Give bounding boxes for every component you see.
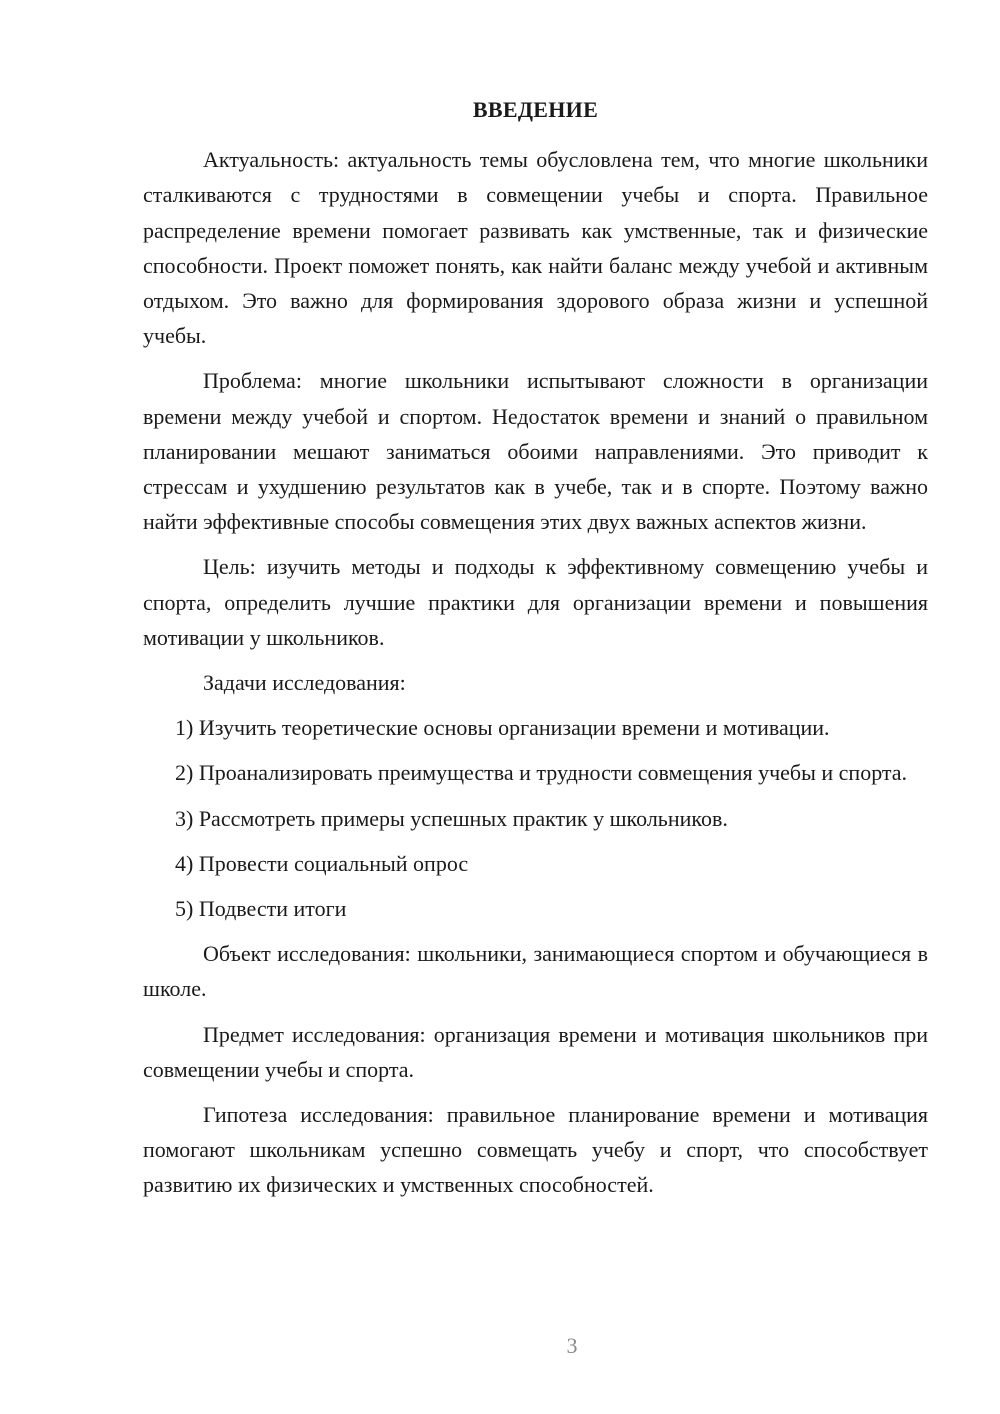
hypothesis-paragraph: Гипотеза исследования: правильное планирование времени и мотивация помогают школьникам успешно совмещать учебу и спорт, что способствует развитию их физических и умственных способностей. xyxy=(143,1102,928,1198)
task-item-1: 1) Изучить теоретические основы организации времени и мотивации. xyxy=(175,715,830,741)
subject-paragraph: Предмет исследования: организация времени и мотивация школьников при совмещении учебы и спорта. xyxy=(143,1021,928,1082)
task-item-5: 5) Подвести итоги xyxy=(175,896,347,922)
relevance-paragraph: Актуальность: актуальность темы обусловлена тем, что многие школьники сталкиваются с трудностями в совмещении учебы и спорта. Правильное распределение времени помогает развивать как умственные, так и физические способности. Проект поможет понять, как найти баланс между учебой и активным отдыхом. Это важно для формирования здорового образа жизни и успешной учебы. xyxy=(143,147,928,349)
task-item-2: 2) Проанализировать преимущества и трудности совмещения учебы и спорта. xyxy=(175,760,908,786)
page-title: ВВЕДЕНИЕ xyxy=(472,97,599,122)
task-item-4: 4) Провести социальный опрос xyxy=(175,850,469,876)
tasks-title: Задачи исследования: xyxy=(203,670,406,696)
goal-paragraph: Цель: изучить методы и подходы к эффективному совмещению учебы и спорта, определить лучшие практики для организации времени и повышения мотивации у школьников. xyxy=(143,554,928,650)
object-paragraph: Объект исследования: школьники, занимающиеся спортом и обучающиеся в школе. xyxy=(143,941,928,1002)
document-page xyxy=(143,92,928,1213)
problem-paragraph: Проблема: многие школьники испытывают сложности в организации времени между учебой и спортом. Недостаток времени и знаний о правильном планировании мешают заниматься обоими направлениями. Это приводит к стрессам и ухудшению результатов как в учебе, так и в спорте. Поэтому важно найти эффективные способы совмещения этих двух важных аспектов жизни. xyxy=(143,368,928,535)
page-number: 3 xyxy=(566,1333,578,1358)
task-item-3: 3) Рассмотреть примеры успешных практик у школьников. xyxy=(175,805,728,831)
